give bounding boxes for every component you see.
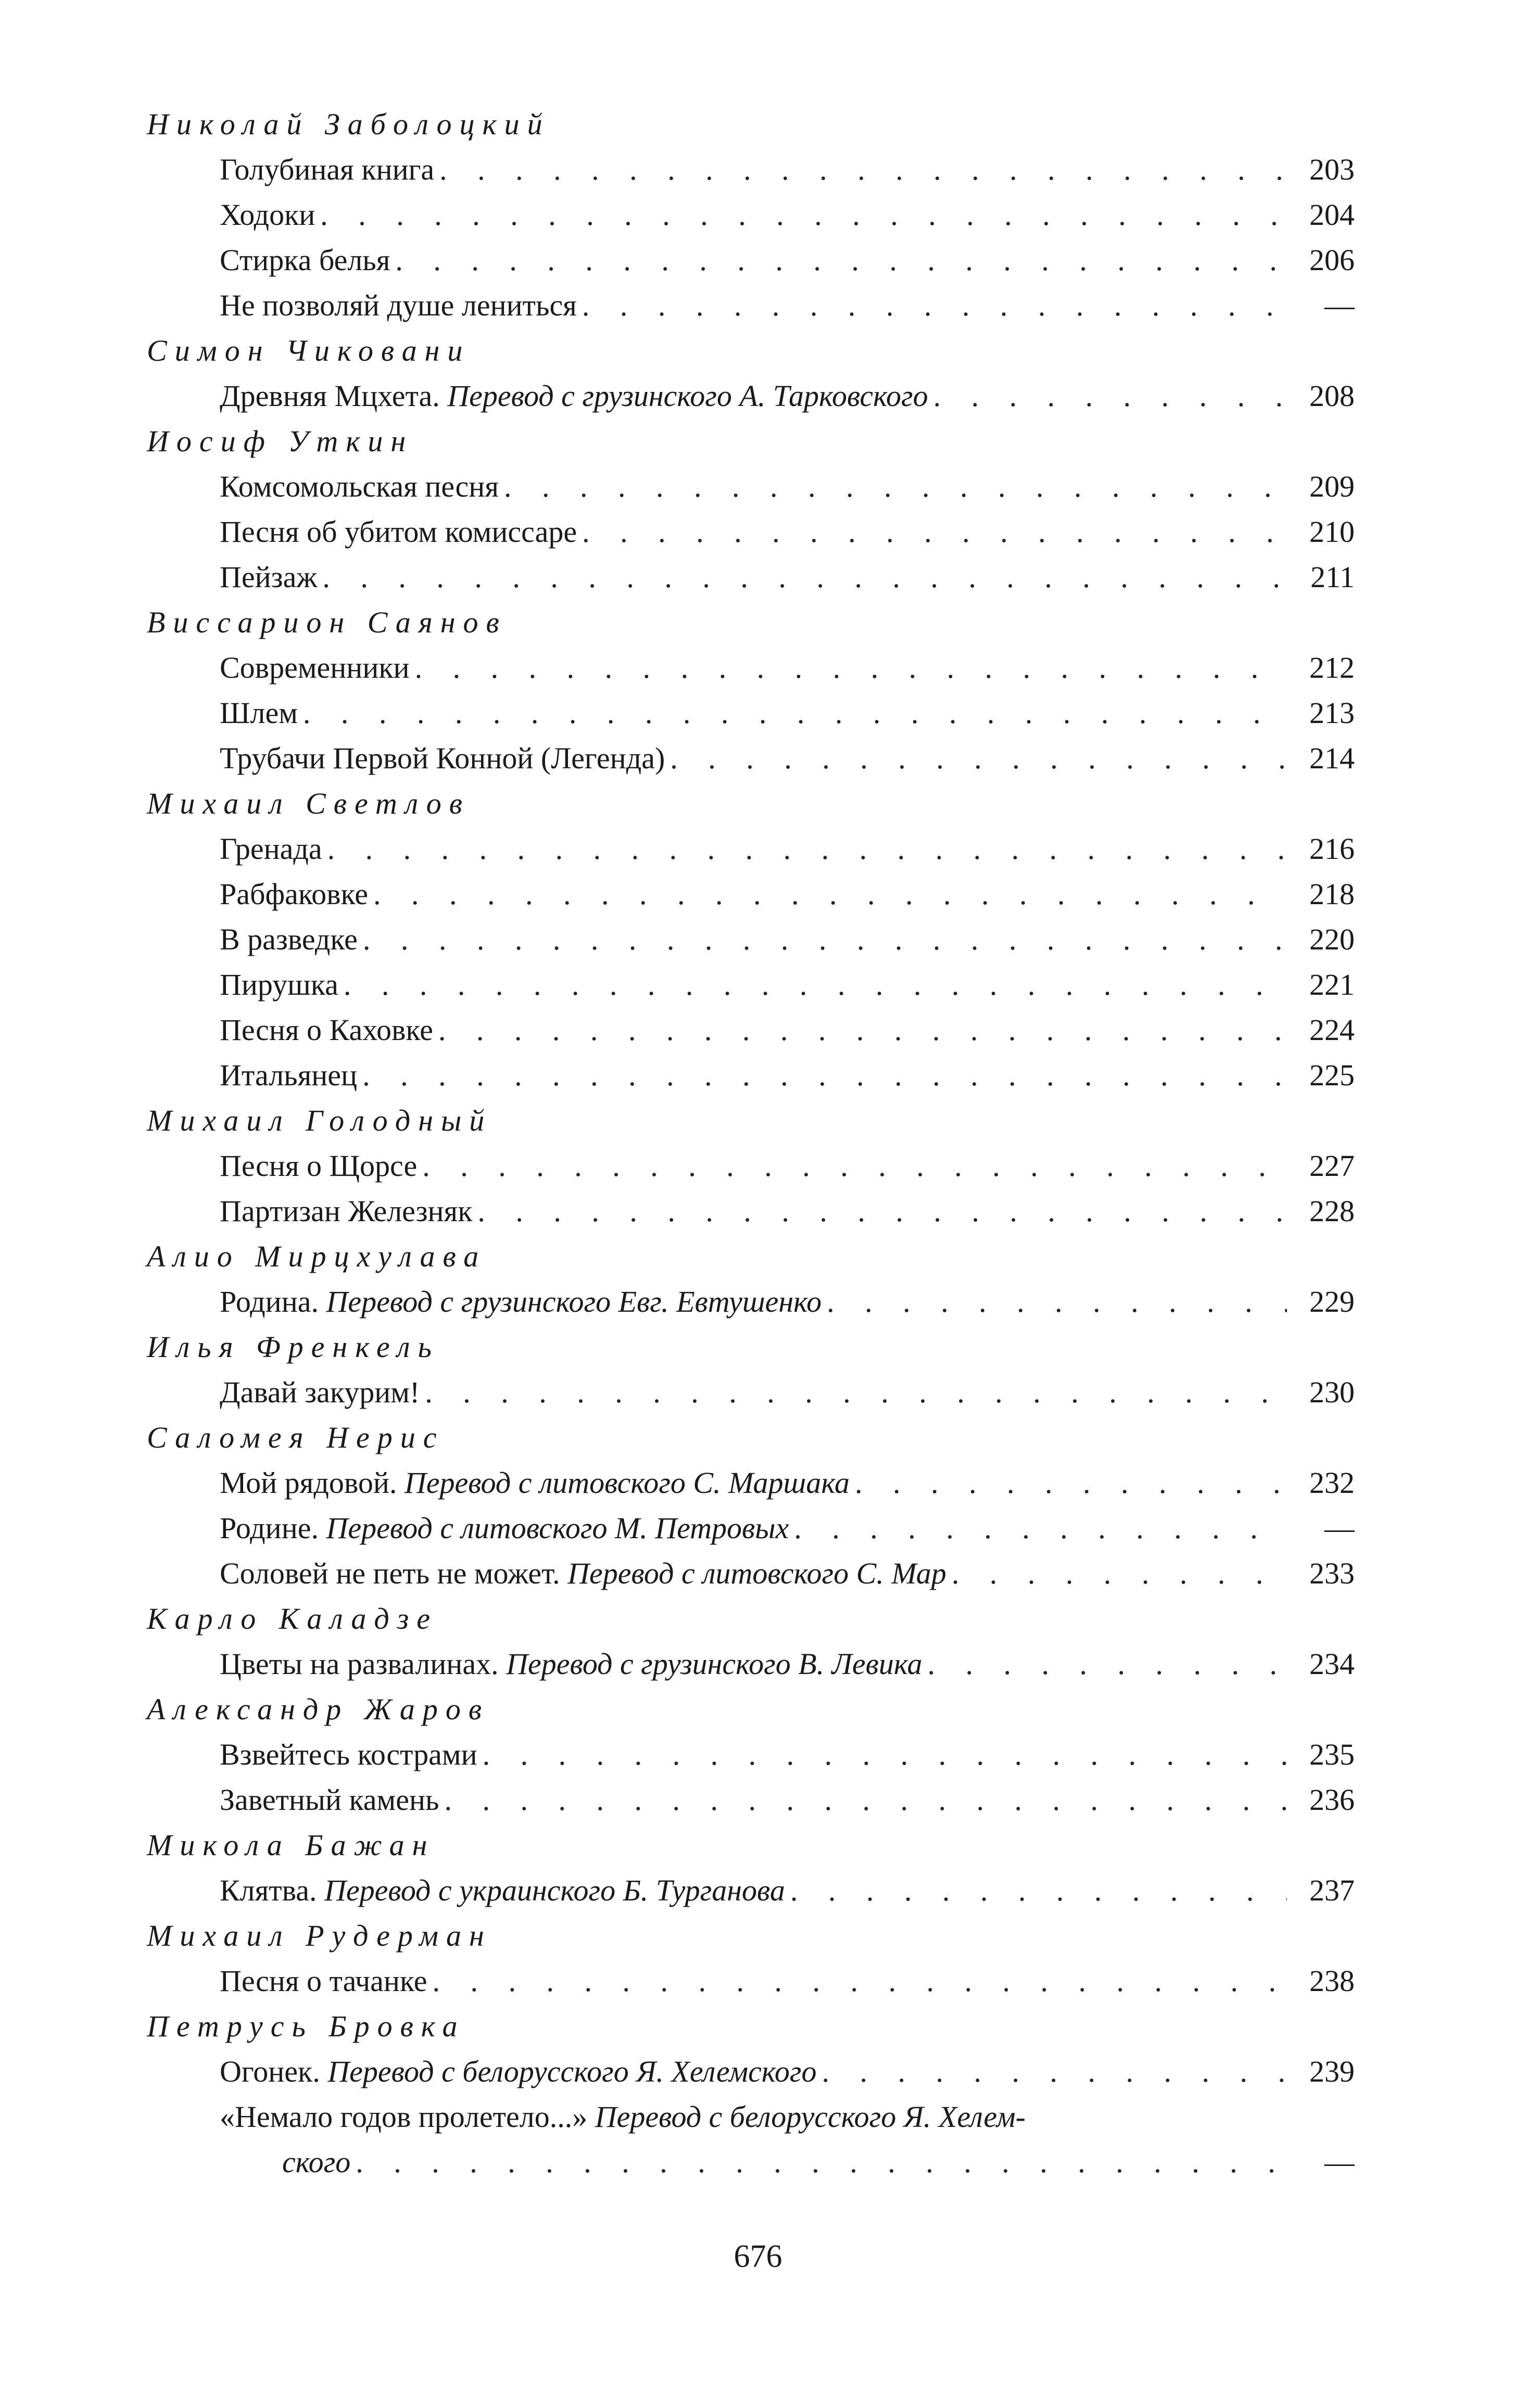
entry-title [220,917,358,962]
toc-entry[interactable] [147,509,1355,554]
dot-leader [303,690,1287,736]
page-ref: 235 [1309,1738,1355,1771]
dot-leader [362,1053,1287,1098]
dot-leader [827,1279,1287,1324]
author-heading: Виссарион Саянов [147,605,507,639]
entry-title [220,1958,427,2004]
toc-entry[interactable] [147,1641,1355,1687]
page-ref: — [1324,2145,1355,2179]
poem-title: Давай закурим! [220,1375,420,1409]
page-ref: 212 [1309,651,1355,685]
toc-entry[interactable] [147,1188,1355,1234]
poem-title: Пейзаж [220,560,318,594]
entry-title [220,645,410,690]
poem-title: Шлем [220,696,298,730]
poem-title: Пирушка [220,968,338,1002]
entry-title [282,2139,350,2185]
toc-entry[interactable] [147,2049,1355,2094]
dot-leader [395,237,1287,283]
page-ref: 213 [1309,696,1355,730]
translation-credit: Перевод с литовского С. Мар [567,1556,946,1590]
entry-title [220,1641,923,1687]
poem-title: Не позволяй душе лениться [220,288,577,322]
page-ref: 236 [1309,1783,1355,1817]
dot-leader [952,1551,1287,1596]
page-ref: 229 [1309,1285,1355,1319]
dot-leader [439,147,1287,192]
page-ref: 238 [1309,1964,1355,1998]
poem-title: Песня о Каховке [220,1013,433,1047]
toc-entry[interactable] [147,1460,1355,1505]
page-ref: — [1324,1511,1355,1545]
page-ref: 237 [1309,1873,1355,1907]
entry-title [220,1188,472,1234]
toc-entry[interactable] [147,826,1355,871]
page-ref: 216 [1309,832,1355,866]
translation-credit: Перевод с литовского С. Маршака [404,1466,850,1500]
toc-entry[interactable] [147,1279,1355,1324]
entry-title [220,826,322,871]
entry-title [220,690,298,736]
toc-entry[interactable] [147,554,1355,600]
toc-entry[interactable] [147,1370,1355,1415]
dot-leader [790,1868,1287,1913]
author-heading: Карло Каладзе [147,1602,438,1636]
dot-leader [582,283,1287,328]
poem-title: Гренада [220,832,322,866]
entry-title [220,1868,785,1913]
poem-title: Родине. [220,1511,319,1545]
author-heading: Михаил Светлов [147,787,470,820]
entry-title [220,2094,1026,2139]
poem-title: Древняя Мцхета. [220,379,440,413]
entry-title [220,2049,816,2094]
entry-title [220,147,434,192]
page-ref: 208 [1309,379,1355,413]
page-ref: 209 [1309,470,1355,503]
page-ref: 204 [1309,198,1355,232]
entry-title [220,1007,433,1053]
page-ref: 206 [1309,243,1355,277]
entry-title [220,736,665,781]
dot-leader [483,1732,1287,1777]
entry-title [220,1370,420,1415]
dot-leader [477,1188,1287,1234]
author-heading: Николай Заболоцкий [147,107,550,141]
author-heading: Михаил Голодный [147,1104,492,1137]
toc-entry[interactable] [147,464,1355,509]
translation-credit: Перевод с литовского М. Петровых [326,1511,789,1545]
toc-entry[interactable] [147,871,1355,917]
dot-leader [794,1505,1287,1551]
toc-entry[interactable] [147,283,1355,328]
toc-entry[interactable] [147,1958,1355,2004]
toc-entry[interactable] [147,2139,1355,2185]
author-heading: Петрусь Бровка [147,2009,465,2043]
dot-leader [504,464,1287,509]
poem-title: Мой рядовой. [220,1466,397,1500]
poem-title: Ходоки [220,198,315,232]
toc-entry[interactable] [147,1007,1355,1053]
entry-title [220,1777,439,1822]
toc-entry[interactable] [147,373,1355,419]
poem-title: Песня о тачанке [220,1964,427,1998]
poem-title: Соловей не петь не может. [220,1556,560,1590]
dot-leader [415,645,1287,690]
dot-leader [344,962,1287,1007]
entry-title [220,509,577,554]
dot-leader [822,2049,1287,2094]
toc-entry[interactable] [147,237,1355,283]
dot-leader [933,373,1287,419]
entry-title [220,373,928,419]
entry-title [220,871,368,917]
translation-credit: Перевод с украинского Б. Турганова [324,1873,785,1907]
poem-title: Взвейтесь кострами [220,1738,477,1771]
author-heading: Александр Жаров [147,1692,489,1726]
poem-title: Клятва. [220,1873,317,1907]
toc-entry[interactable] [147,192,1355,237]
translation-credit: Перевод с грузинского В. Левика [506,1647,923,1681]
entry-title [220,283,577,328]
poem-title: Партизан Железняк [220,1194,473,1228]
page-ref: 210 [1309,515,1355,549]
entry-title [220,1143,417,1188]
toc-entry[interactable] [147,1777,1355,1822]
dot-leader [582,509,1287,554]
entry-title [220,962,338,1007]
author-heading: Михаил Рудерман [147,1919,492,1953]
page-ref: 234 [1309,1647,1355,1681]
translation-credit: Перевод с грузинского Евг. Евтушенко [326,1285,822,1319]
page-ref: 218 [1309,877,1355,911]
author-heading: Иосиф Уткин [147,424,414,458]
toc-entry[interactable] [147,645,1355,690]
page-number: 676 [734,2239,782,2274]
entry-title [220,554,317,600]
poem-title: В разведке [220,922,358,956]
dot-leader [438,1007,1287,1053]
poem-title: Рабфаковке [220,877,368,911]
page-ref: 228 [1309,1194,1355,1228]
poem-title: Трубачи Первой Конной (Легенда) [220,741,665,775]
poem-title: Песня о Щорсе [220,1149,418,1183]
poem-title: Современники [220,651,410,685]
author-heading: Саломея Нерис [147,1421,445,1454]
author-heading: Илья Френкель [147,1330,439,1364]
toc-entry[interactable] [147,1868,1355,1913]
poem-title: Заветный камень [220,1783,439,1817]
entry-title [220,1053,357,1098]
toc-entry[interactable] [147,1551,1355,1596]
dot-leader [320,192,1287,237]
dot-leader [363,917,1287,962]
page-ref: 221 [1309,968,1355,1002]
dot-leader [855,1460,1287,1505]
page-ref: 230 [1309,1375,1355,1409]
toc-entry[interactable] [147,917,1355,962]
entry-title [220,1732,477,1777]
page-ref: 239 [1309,2055,1355,2088]
poem-title: Песня об убитом комиссаре [220,515,577,549]
dot-leader [327,826,1287,871]
entry-title [220,192,315,237]
entry-title [220,1460,850,1505]
poem-title: Стирка белья [220,243,390,277]
entry-title [220,1279,822,1324]
page-ref: 224 [1309,1013,1355,1047]
toc-entry[interactable] [147,736,1355,781]
toc-entry[interactable] [147,2094,1355,2139]
toc-entry[interactable] [147,1732,1355,1777]
page-ref: 232 [1309,1466,1355,1500]
entry-title [220,464,499,509]
toc-entry[interactable] [147,1053,1355,1098]
poem-title: Огонек. [220,2055,320,2088]
toc-entry[interactable] [147,1143,1355,1188]
poem-title: «Немало годов пролетело...» [220,2100,588,2134]
entry-title [220,1505,789,1551]
dot-leader [373,871,1287,917]
poem-title: Итальянец [220,1058,358,1092]
page-ref: 214 [1309,741,1355,775]
toc-entry[interactable] [147,147,1355,192]
page-ref: 220 [1309,922,1355,956]
page-ref: 203 [1309,153,1355,186]
translation-credit: ского [282,2145,351,2179]
translation-credit: Перевод с грузинского А. Тарковского [447,379,928,413]
dot-leader [422,1143,1287,1188]
dot-leader [425,1370,1287,1415]
entry-title [220,237,390,283]
poem-title: Родина. [220,1285,319,1319]
toc-entry[interactable] [147,690,1355,736]
poem-title: Комсомольская песня [220,470,499,503]
toc-entry[interactable] [147,962,1355,1007]
page-ref: 227 [1309,1149,1355,1183]
table-of-contents [147,102,1355,2185]
poem-title: Цветы на развалинах. [220,1647,499,1681]
page-ref: — [1324,288,1355,322]
dot-leader [670,736,1287,781]
poem-title: Голубиная книга [220,153,435,186]
author-heading: Микола Бажан [147,1828,435,1862]
dot-leader [322,554,1287,600]
translation-credit: Перевод с белорусского Я. Хелем- [595,2100,1026,2134]
entry-title [220,1551,946,1596]
dot-leader [432,1958,1287,2004]
dot-leader [444,1777,1287,1822]
page-ref: 233 [1309,1556,1355,1590]
page-ref: 211 [1310,560,1355,594]
translation-credit: Перевод с белорусского Я. Хелемского [327,2055,817,2088]
page-ref: 225 [1309,1058,1355,1092]
toc-entry[interactable] [147,1505,1355,1551]
dot-leader [356,2139,1287,2185]
author-heading: Алио Мирцхулава [147,1239,487,1273]
author-heading: Симон Чиковани [147,334,471,367]
dot-leader [928,1641,1287,1687]
